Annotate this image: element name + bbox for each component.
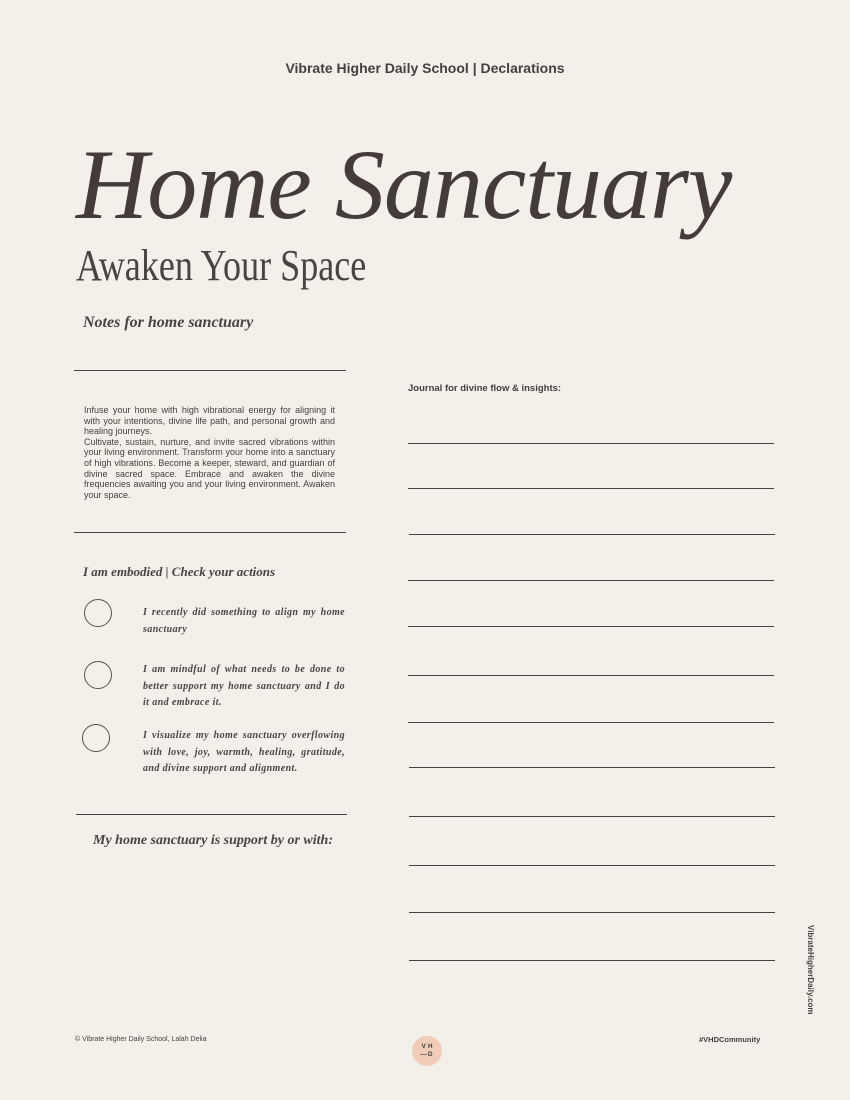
journal-line[interactable] [409, 912, 775, 913]
checklist-bottom-divider [76, 814, 347, 815]
footer-hashtag: #VHDCommunity [699, 1035, 761, 1044]
journal-line[interactable] [408, 443, 774, 444]
checkbox-circle[interactable] [82, 724, 110, 752]
checklist-item [82, 656, 346, 716]
journal-line[interactable] [409, 816, 775, 817]
checklist-heading: I am embodied | Check your actions [83, 564, 276, 579]
checklist-item [82, 722, 346, 782]
page-header: Vibrate Higher Daily School | Declarations [285, 60, 565, 76]
logo-text-top: VH [421, 1043, 435, 1050]
journal-line[interactable] [409, 960, 775, 961]
support-heading: My home sanctuary is support by or with: [93, 833, 333, 848]
journal-line[interactable] [408, 580, 774, 581]
journal-line[interactable] [408, 722, 774, 723]
journal-line[interactable] [408, 675, 774, 676]
logo-text-bottom: —D [420, 1051, 434, 1058]
notes-paragraph-2: Cultivate, sustain, nurture, and invite sacred vibrations within your living environment. Transform your home into a sanctuary of high vibrations. Become a keeper, steward, and guardian of divine sacred space. Embrace and awaken the divine frequencies awaiting you and your living environment. Awaken your space. [84, 436, 335, 500]
vhd-logo-icon [412, 1036, 442, 1066]
footer-copyright: © Vibrate Higher Daily School, Lalah Delia [75, 1036, 207, 1043]
checklist-item-text: I recently did something to align my home sanctuary [143, 607, 345, 635]
checklist-item-text: I am mindful of what needs to be done to better support my home sanctuary and I do it and embrace it. [143, 664, 345, 708]
checklist-item-text: I visualize my home sanctuary overflowing with love, joy, warmth, healing, gratitude, and divine support and alignment. [143, 730, 345, 774]
journal-line[interactable] [409, 534, 775, 535]
journal-line[interactable] [409, 767, 775, 768]
side-website-url: VibrateHigherDaily.com [806, 925, 815, 1015]
checklist-item [82, 599, 346, 659]
page-title: Home Sanctuary [76, 129, 732, 240]
journal-line[interactable] [409, 865, 775, 866]
notes-paragraph-1: Infuse your home with high vibrational energy for aligning it with your intentions, divine life path, and personal growth and healing journeys. [84, 405, 335, 437]
journal-line[interactable] [408, 488, 774, 489]
page-subtitle: Awaken Your Space [76, 241, 367, 290]
notes-body [84, 405, 335, 500]
journal-label: Journal for divine flow & insights: [408, 383, 562, 394]
checkbox-circle[interactable] [84, 661, 112, 689]
checkbox-circle[interactable] [84, 599, 112, 627]
notes-top-divider [74, 370, 346, 371]
notes-heading: Notes for home sanctuary [83, 314, 254, 331]
journal-line[interactable] [408, 626, 774, 627]
notes-bottom-divider [74, 532, 346, 533]
